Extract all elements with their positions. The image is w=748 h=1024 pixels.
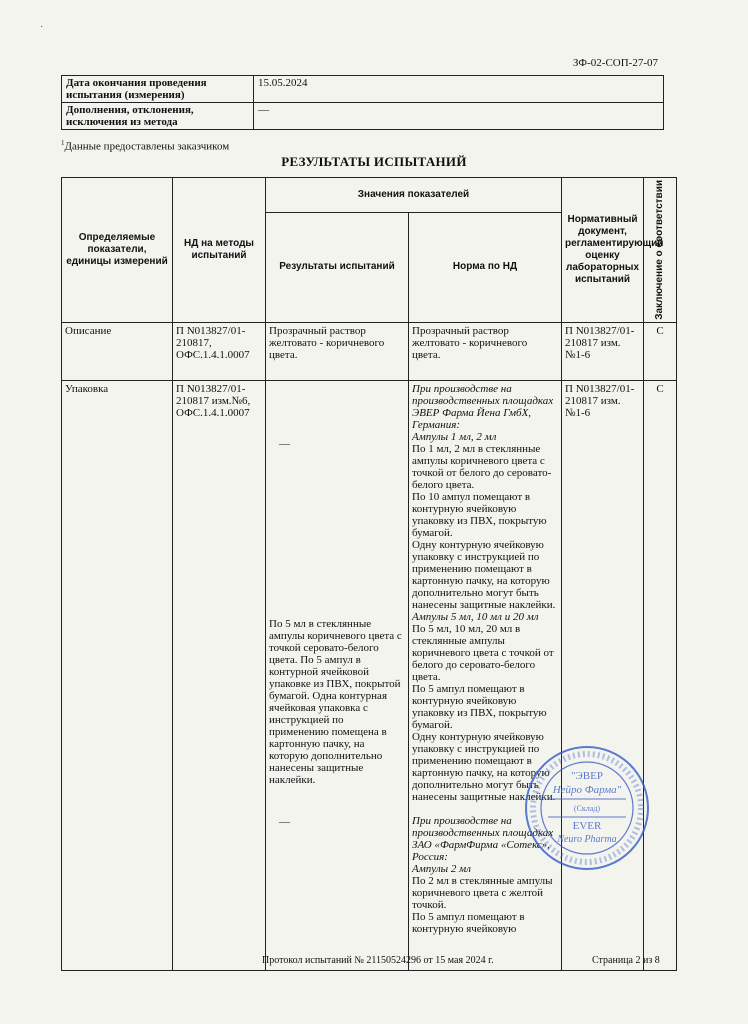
header-row [62, 178, 677, 213]
row-conclusion: С [644, 322, 677, 380]
header-norm: Норма по НД [409, 212, 562, 322]
stamp-line5: Neuro Pharma [557, 834, 617, 845]
header-results: Результаты испытаний [266, 212, 409, 322]
company-stamp [522, 743, 652, 873]
info-value: 15.05.2024 [254, 76, 664, 103]
norm-paragraph: По 1 мл, 2 мл в стеклянные ампулы коричневого цвета с точкой от белого до серовато-белого цвета. [412, 442, 552, 491]
table-row [62, 322, 677, 380]
row-normdoc: П N013827/01-210817 изм.№1-6 [562, 322, 644, 380]
stamp-line2: Нейро Фарма" [552, 784, 622, 796]
row-norm-cell [409, 380, 562, 970]
result-dash-top: — [279, 437, 290, 450]
norm-paragraph: По 5 ампул помещают в контурную ячейковую упаковку из ПВХ, покрытую бумагой. [412, 682, 547, 731]
header-indicators: Определяемые показатели, единицы измерений [62, 178, 173, 323]
document-code: ЗФ-02-СОП-27-07 [572, 57, 658, 69]
norm-paragraph: По 5 мл, 10 мл, 20 мл в стеклянные ампулы коричневого цвета с точкой от белого до серовато-белого цвета. [412, 622, 554, 683]
row-result: Прозрачный раствор желтовато - коричневого цвета. [266, 322, 409, 380]
stamp-line1: "ЭВЕР [571, 770, 603, 782]
row-normdoc: П N013827/01-210817 изм.№1-6 [562, 380, 644, 970]
footnote-text: Данные предоставлены заказчиком [64, 140, 230, 153]
stamp-line4: EVER [572, 820, 602, 832]
norm-paragraph: По 5 ампул помещают в контурную ячейковую [412, 910, 525, 935]
table-row [62, 380, 677, 970]
row-nd: П N013827/01-210817 изм.№6, ОФС.1.4.1.0007 [173, 380, 266, 970]
row-conclusion: С [644, 380, 677, 970]
row-name: Описание [62, 322, 173, 380]
stamp-line3: (Склад) [573, 804, 601, 813]
norm-subheading: Ампулы 1 мл, 2 мл [412, 430, 497, 443]
header-conclusion-cell [644, 178, 677, 323]
norm-paragraph: Одну контурную ячейковую упаковку с инструкцией по применению помещают в картонную пачку, на которую дополнительно могут быть нанесены защитные наклейки. [412, 538, 556, 611]
norm-heading: При производстве на производственных площадках ЗАО «ФармФирма «Сотекс», Россия: [412, 814, 554, 863]
row-nd: П N013827/01-210817, ОФС.1.4.1.0007 [173, 322, 266, 380]
header-values-group: Значения показателей [266, 178, 562, 213]
norm-paragraph: Одну контурную ячейковую упаковку с инструкцией по применению помещают в картонную пачку, на которую дополнительно могут быть нанесены защитные наклейки. [412, 730, 556, 803]
norm-subheading: Ампулы 2 мл [412, 862, 471, 875]
row-result-cell [266, 380, 409, 970]
footnote-mark: 1 [61, 139, 65, 147]
header-nd-methods: НД на методы испытаний [173, 178, 266, 323]
section-title: РЕЗУЛЬТАТЫ ИСПЫТАНИЙ [281, 154, 467, 169]
row-result: По 5 мл в стеклянные ампулы коричневого цвета с точкой серовато-белого цвета. По 5 ампул в контурной ячейковой упаковке из ПВХ, покрытой бумагой. Одна контурная ячейковая упаковка с инструкцией по применению помещена в картонную пачку, на которую дополнительно нанесены защитные наклейки. [269, 617, 402, 786]
info-row [62, 103, 664, 130]
info-table [61, 75, 664, 130]
result-dash-bottom: — [279, 815, 290, 828]
norm-paragraph: По 2 мл в стеклянные ампулы коричневого цвета с желтой точкой. [412, 874, 553, 911]
row-name: Упаковка [62, 380, 173, 970]
norm-heading: При производстве на производственных площадках ЭВЕР Фарма Йена ГмбХ, Германия: [412, 382, 554, 431]
footer-protocol: Протокол испытаний № 21150524296 от 15 мая 2024 г. [262, 955, 494, 966]
header-conclusion: Заключение о соответствии [654, 180, 666, 320]
info-label: Дополнения, отклонения, исключения из метода [62, 103, 254, 130]
info-row [62, 76, 664, 103]
row-norm: Прозрачный раствор желтовато - коричневого цвета. [409, 322, 562, 380]
info-value: — [254, 103, 664, 130]
norm-paragraph: По 10 ампул помещают в контурную ячейковую упаковку из ПВХ, покрытую бумагой. [412, 490, 547, 539]
norm-subheading: Ампулы 5 мл, 10 мл и 20 мл [412, 610, 539, 623]
footnote [61, 139, 229, 153]
scan-mark: · [40, 22, 44, 33]
header-normative: Нормативный документ, регламентирующий оценку лабораторных испытаний [562, 178, 644, 323]
footer-page-number: Страница 2 из 8 [592, 955, 660, 966]
info-label: Дата окончания проведения испытания (измерения) [62, 76, 254, 103]
